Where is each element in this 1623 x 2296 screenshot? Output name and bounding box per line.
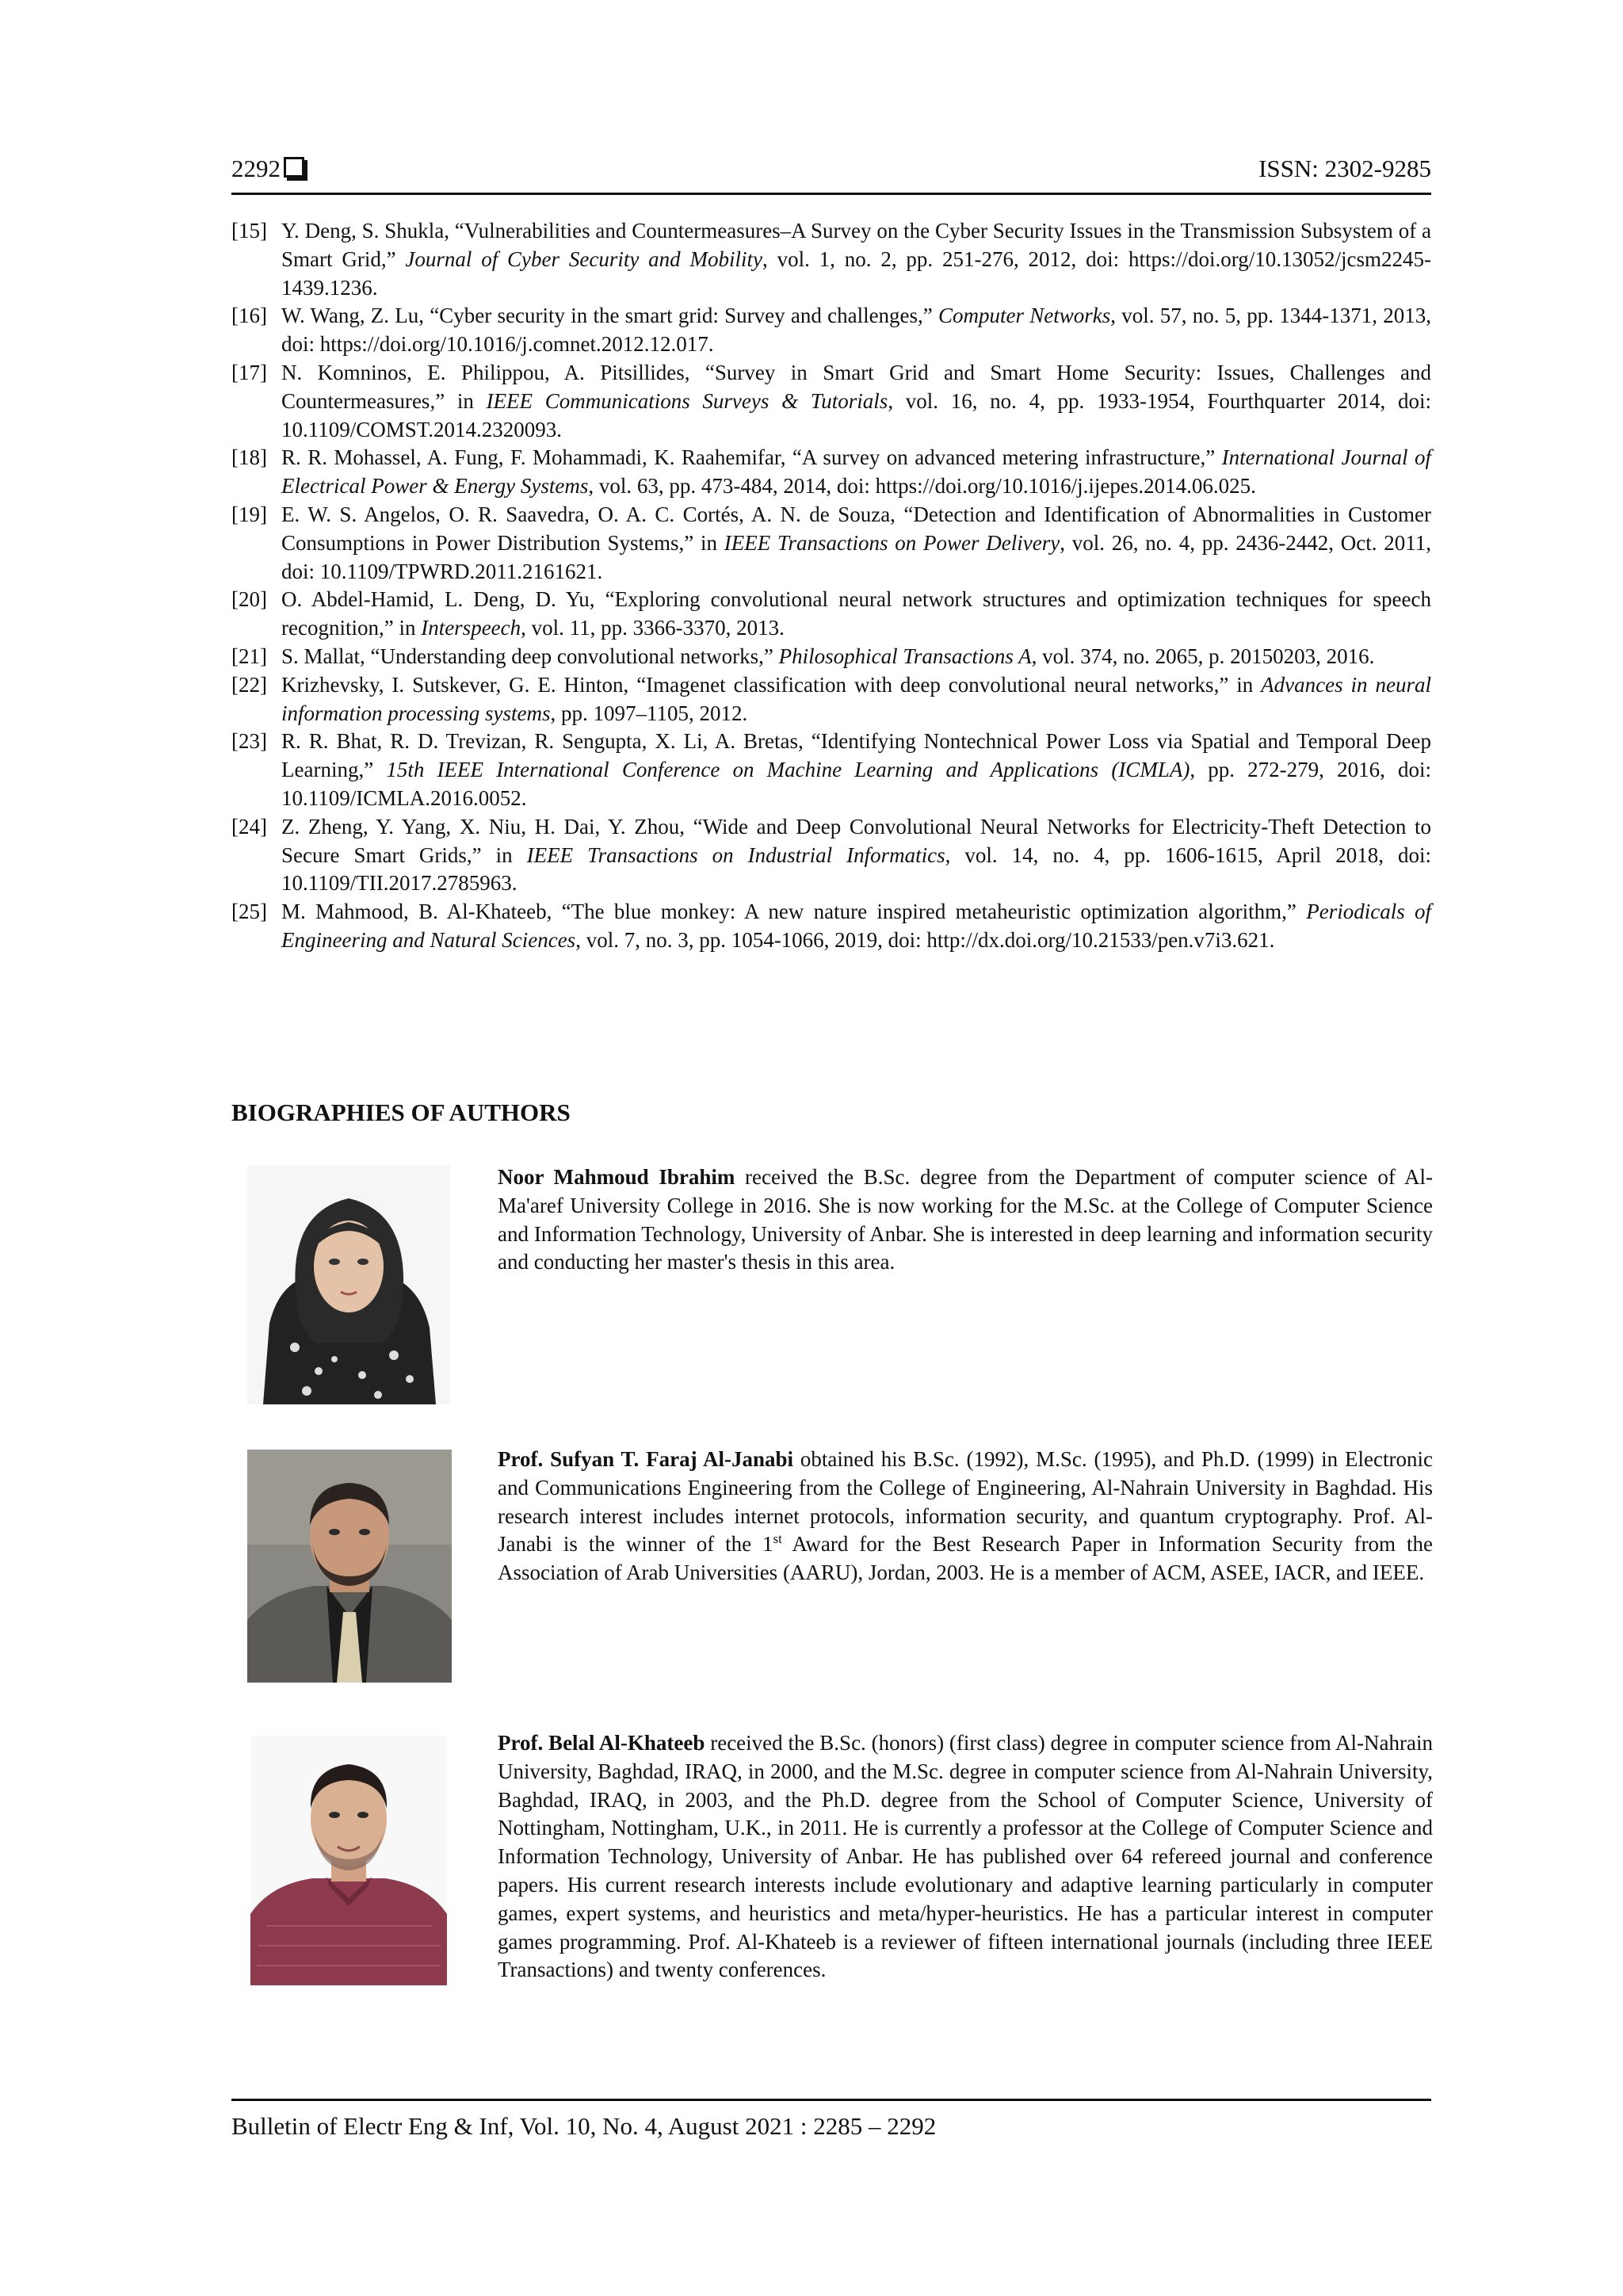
page-footer — [231, 2099, 1431, 2141]
author-photo-sufyan — [247, 1450, 452, 1683]
reference-item: [19] E. W. S. Angelos, O. R. Saavedra, O. A. C. Cortés, A. N. de Souza, “Detection and Identification of Abnormalities in Customer Consumptions in Power Distribution Systems,” in IEEE Transactions on Power Delivery, vol. 26, no. 4, pp. 2436-2442, Oct. 2011, doi: 10.1109/TPWRD.2011.2161621. — [231, 502, 1431, 583]
reference-item: [22] Krizhevsky, I. Sutskever, G. E. Hinton, “Imagenet classification with deep convolutional neural networks,” in Advances in neural information processing systems, pp. 1097–1105, 2012. — [231, 672, 1431, 725]
author-name: Noor Mahmoud Ibrahim — [498, 1165, 735, 1189]
reference-item: [15] Y. Deng, S. Shukla, “Vulnerabilities and Countermeasures–A Survey on the Cyber Security Issues in the Transmission Subsystem of a Smart Grid,” Journal of Cyber Security and Mobility, vol. 1, no. 2, pp. 251-276, 2012, doi: https://doi.org/10.13052/jcsm2245-1439.1236. — [231, 219, 1431, 300]
author-photo-belal — [250, 1736, 447, 1985]
author-bio-belal: Prof. Belal Al-Khateeb received the B.Sc. (honors) (first class) degree in computer science from Al-Nahrain University, Baghdad, IRAQ, in 2000, and the M.Sc. degree in computer science from Al-Nahrain University, Baghdad, IRAQ, in 2003, and the Ph.D. degree from the School of Computer Science, University of Nottingham, Nottingham, U.K., in 2011. He is currently a professor at the College of Computer Science and Information Technology, University of Anbar. He has published over 64 refereed journal and conference papers. His current research interests include evolutionary and adaptive learning particularly in computer games, expert systems, and heuristics and meta/hyper-heuristics. He has a particular interest in computer games programming. Prof. Al-Khateeb is a reviewer of fifteen international journals (including three IEEE Transactions) and twenty conferences. — [498, 1731, 1433, 1982]
author-name: Prof. Sufyan T. Faraj Al-Janabi — [498, 1447, 794, 1471]
reference-item: [23] R. R. Bhat, R. D. Trevizan, R. Sengupta, X. Li, A. Bretas, “Identifying Nontechnical Power Loss via Spatial and Temporal Deep Learning,” 15th IEEE International Conference on Machine Learning and Applications (ICMLA), pp. 272-279, 2016, doi: 10.1109/ICMLA.2016.0052. — [231, 729, 1432, 810]
reference-list — [231, 217, 1431, 955]
page-header — [231, 155, 1431, 195]
author-name: Prof. Belal Al-Khateeb — [498, 1731, 705, 1755]
reference-item: [24] Z. Zheng, Y. Yang, X. Niu, H. Dai, Y. Zhou, “Wide and Deep Convolutional Neural Networks for Electricity-Theft Detection to Secure Smart Grids,” in IEEE Transactions on Industrial Informatics, vol. 14, no. 4, pp. 1606-1615, April 2018, doi: 10.1109/TII.2017.2785963. — [231, 814, 1432, 896]
author-photo-noor — [247, 1165, 450, 1404]
author-bio-noor: Noor Mahmoud Ibrahim received the B.Sc. degree from the Department of computer science of Al-Ma'aref University College in 2016. She is now working for the M.Sc. at the College of Computer Science and Information Technology, University of Anbar. She is interested in deep learning and information security and conducting her master's thesis in this area. — [498, 1165, 1434, 1274]
reference-item: [20] O. Abdel-Hamid, L. Deng, D. Yu, “Exploring convolutional neural network structures and optimization techniques for speech recognition,” in Interspeech, vol. 11, pp. 3366-3370, 2013. — [231, 587, 1431, 640]
biographies-heading: BIOGRAPHIES OF AUTHORS — [231, 1098, 571, 1126]
author-bio-sufyan: Prof. Sufyan T. Faraj Al-Janabi obtained his B.Sc. (1992), M.Sc. (1995), and Ph.D. (1999) in Electronic and Communications Engineering from the College of Engineering, Al-Nahrain University in Baghdad. His research interest includes internet protocols, information security, and quantum cryptography. Prof. Al-Janabi is the winner of the 1st Award for the Best Research Paper in Information Security from the Association of Arab Universities (AARU), Jordan, 2003. He is a member of ACM, ASEE, IACR, and IEEE. — [498, 1447, 1433, 1585]
reference-item: [21] S. Mallat, “Understanding deep convolutional networks,” Philosophical Transactions A, vol. 374, no. 2065, p. 20150203, 2016. — [231, 644, 1375, 668]
reference-item: [25] M. Mahmood, B. Al-Khateeb, “The blue monkey: A new nature inspired metaheuristic optimization algorithm,” Periodicals of Engineering and Natural Sciences, vol. 7, no. 3, pp. 1054-1066, 2019, doi: http://dx.doi.org/10.21533/pen.v7i3.621. — [231, 900, 1432, 952]
issn-label: ISSN: 2302-9285 — [1258, 155, 1431, 182]
page-number: 2292 — [231, 155, 304, 183]
reference-item: [16] W. Wang, Z. Lu, “Cyber security in the smart grid: Survey and challenges,” Computer Networks, vol. 57, no. 5, pp. 1344-1371, 2013, doi: https://doi.org/10.1016/j.comnet.2012.12.017. — [231, 304, 1431, 357]
reference-item: [17] N. Komninos, E. Philippou, A. Pitsillides, “Survey in Smart Grid and Smart Home Security: Issues, Challenges and Countermeasures,” in IEEE Communications Surveys & Tutorials, vol. 16, no. 4, pp. 1933-1954, Fourthquarter 2014, doi: 10.1109/COMST.2014.2320093. — [231, 360, 1431, 441]
square-bullet-icon — [284, 157, 304, 178]
journal-citation: Bulletin of Electr Eng & Inf, Vol. 10, No. 4, August 2021 : 2285 – 2292 — [231, 2112, 937, 2140]
reference-item: [18] R. R. Mohassel, A. Fung, F. Mohammadi, K. Raahemifar, “A survey on advanced metering infrastructure,” International Journal of Electrical Power & Energy Systems, vol. 63, pp. 473-484, 2014, doi: https://doi.org/10.1016/j.ijepes.2014.06.025. — [231, 445, 1431, 499]
